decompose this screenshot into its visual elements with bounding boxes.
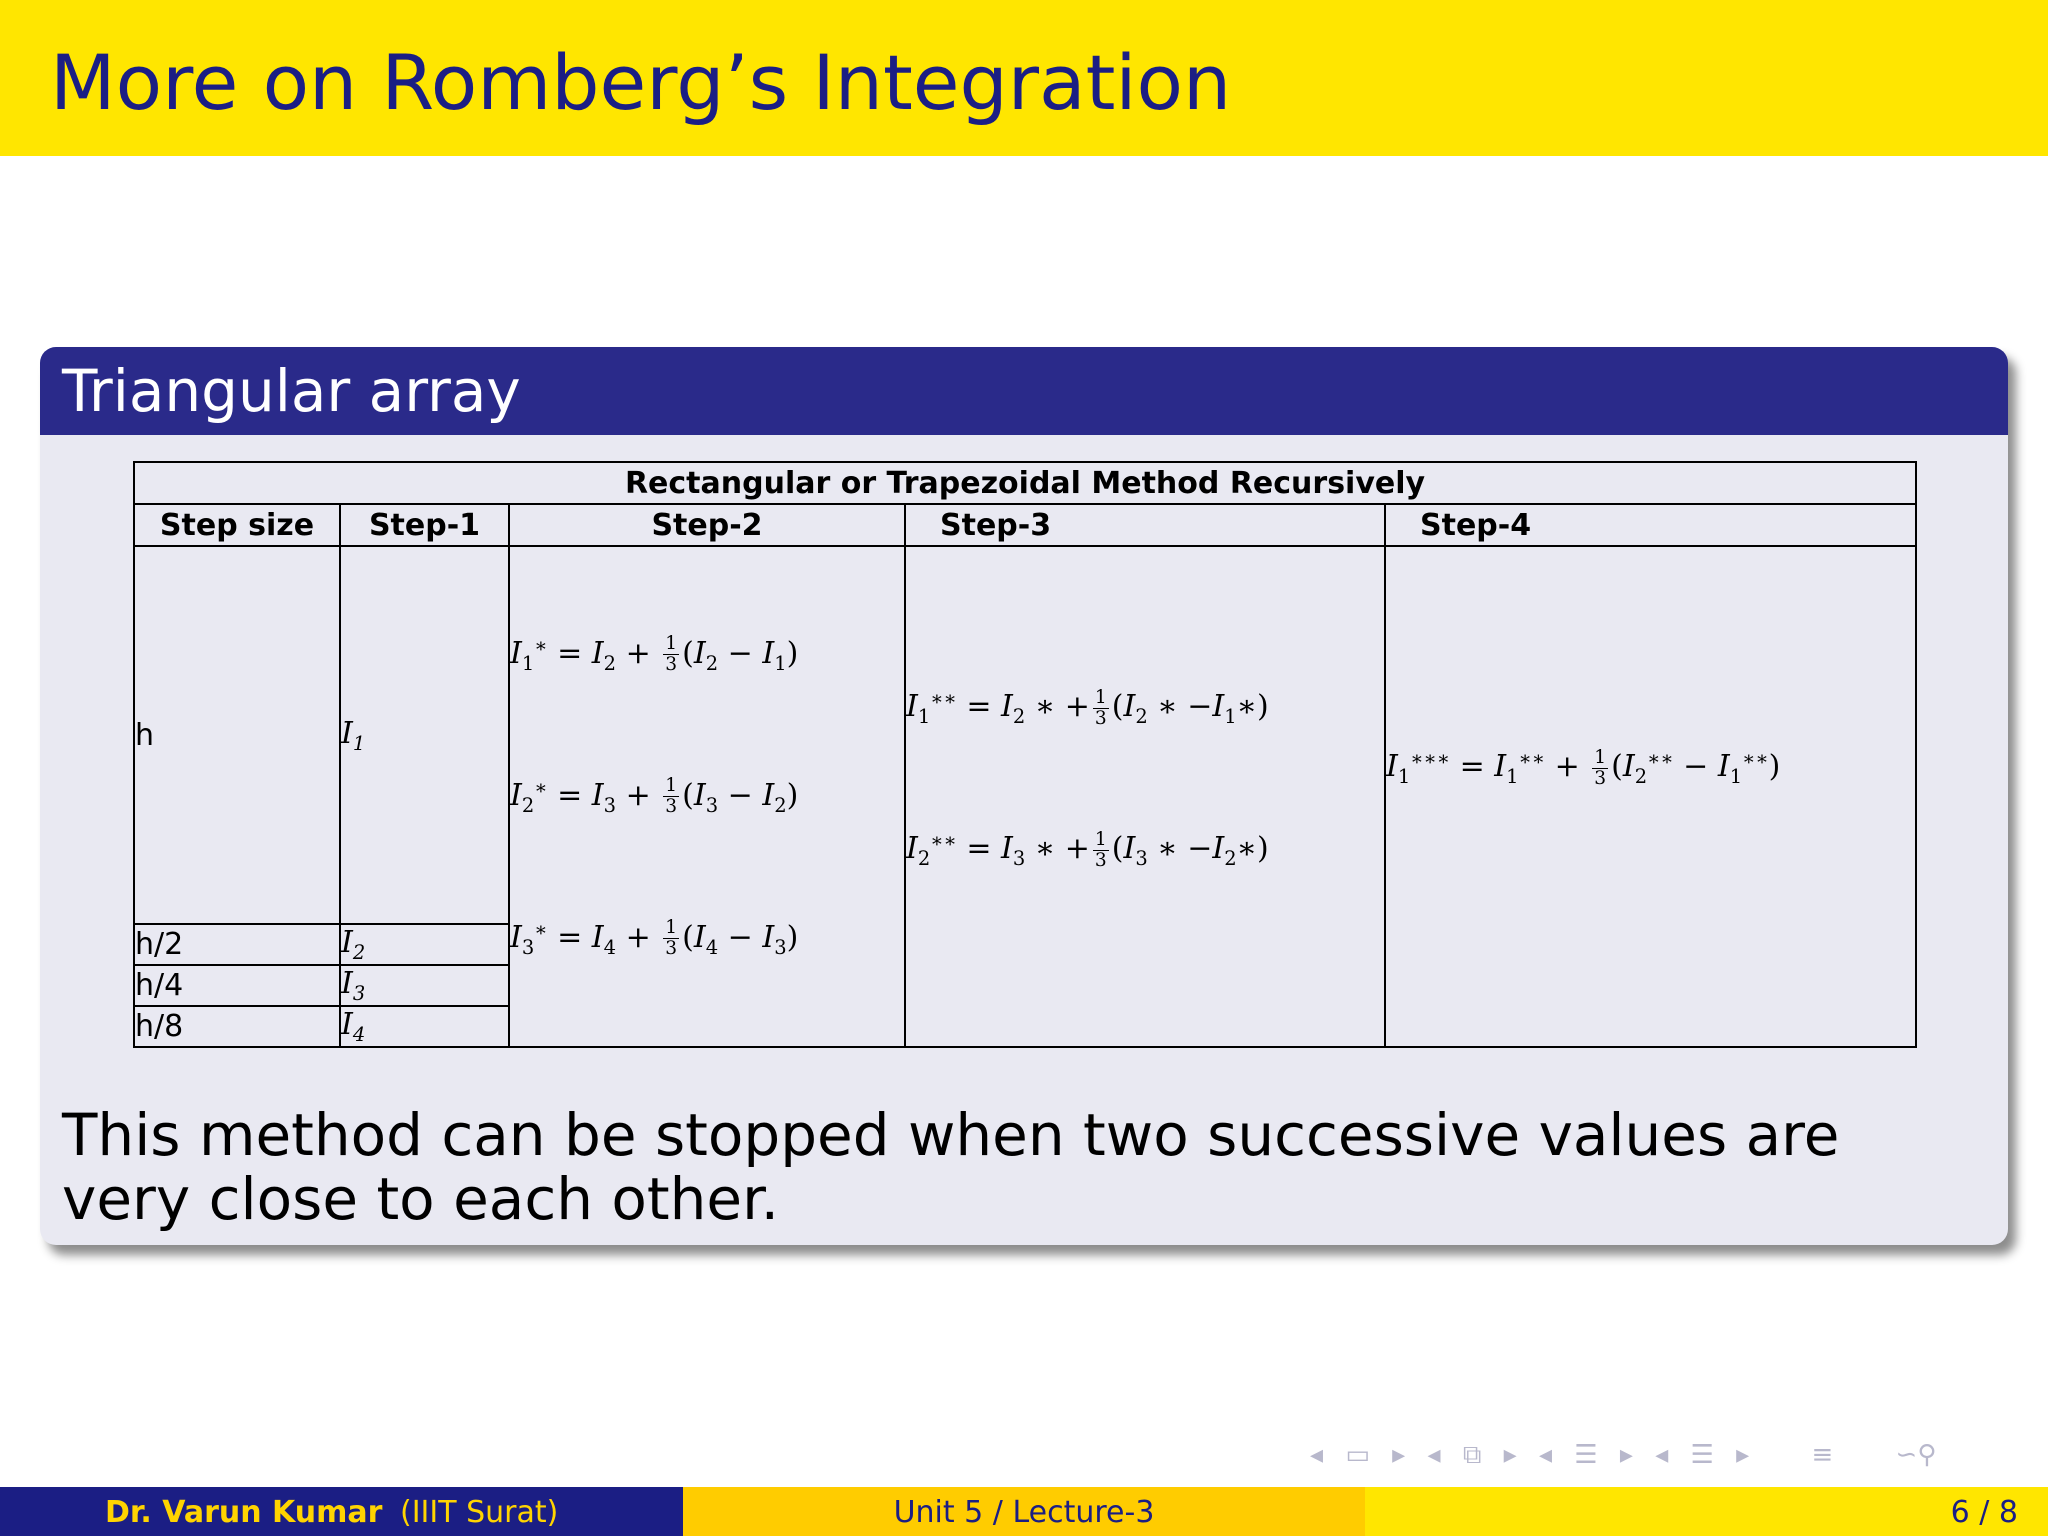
step-3-equation: $I_1^{∗∗} = I_2$ ∗ + $\frac{1}{3}$ ($I_2$ ∗ $-I_1∗$) (906, 686, 1269, 729)
page-number: 6 / 8 (1950, 1495, 2018, 1530)
nav-left-arrow-icon[interactable]: ◂ (1427, 1440, 1441, 1470)
step-1-cell: $I_4$ (340, 1006, 509, 1047)
frame-icon[interactable]: ▭ (1345, 1440, 1370, 1470)
header-step-size: Step size (134, 504, 340, 546)
header-step-1: Step-1 (340, 504, 509, 546)
block-title: Triangular array (62, 357, 521, 425)
title-bar (0, 0, 2048, 156)
footer-institute: (IIIT Surat) (400, 1495, 559, 1530)
footer-page-section (1365, 1487, 2048, 1536)
slide-title: More on Romberg’s Integration (50, 38, 1232, 127)
table-header-row (134, 504, 1916, 546)
step-size-cell: h/2 (134, 924, 340, 965)
block-header (40, 347, 2008, 435)
nav-right-arrow-icon[interactable]: ▸ (1392, 1440, 1406, 1470)
nav-right-arrow-icon[interactable]: ▸ (1736, 1440, 1750, 1470)
step-2-equation: $I_2^∗ = I_3$ + $\frac{1}{3}$ $(I_3 - I_2)$ (510, 775, 799, 817)
list-icon[interactable]: ≡ (1811, 1440, 1834, 1470)
romberg-table (133, 461, 1917, 1048)
table-row (134, 546, 1916, 924)
footer-author-section (0, 1487, 683, 1536)
step-1-cell: $I_3$ (340, 965, 509, 1006)
header-step-2: Step-2 (509, 504, 905, 546)
header-step-4: Step-4 (1385, 504, 1916, 546)
step-1-value: $I_1$ (341, 715, 366, 755)
nav-right-arrow-icon[interactable]: ▸ (1503, 1440, 1517, 1470)
beamer-navigation (1310, 1440, 2030, 1476)
step-2-equation: $I_3^∗ = I_4$ + $\frac{1}{3}$ $(I_4 - I_3)$ (510, 917, 799, 959)
step-3-equation: $I_2^{∗∗} = I_3$ ∗ + $\frac{1}{3}$ ($I_3$ ∗ $-I_2∗$) (906, 828, 1269, 871)
step-2-equation: $I_1^∗ = I_2$ + $\frac{1}{3}$ $(I_2 - I_1)$ (510, 633, 799, 675)
search-icon[interactable]: ∽⚲ (1895, 1440, 1937, 1470)
step-3-cell (905, 546, 1385, 1047)
step-4-cell (1385, 546, 1916, 1047)
step-2-cell (509, 546, 905, 1047)
step-size-cell: h/4 (134, 965, 340, 1006)
footer (0, 1487, 2048, 1536)
body-text: This method can be stopped when two successive values are very close to each other. (62, 1101, 1840, 1233)
triangular-array-block (40, 347, 2008, 1245)
nav-right-arrow-icon[interactable]: ▸ (1619, 1440, 1633, 1470)
step-size-cell: h/8 (134, 1006, 340, 1047)
nav-left-arrow-icon[interactable]: ◂ (1655, 1440, 1669, 1470)
nav-left-arrow-icon[interactable]: ◂ (1310, 1440, 1324, 1470)
step-1-cell: $I_2$ (340, 924, 509, 965)
footer-lecture: Unit 5 / Lecture-3 (893, 1495, 1155, 1530)
nav-left-arrow-icon[interactable]: ◂ (1539, 1440, 1553, 1470)
header-step-3: Step-3 (905, 504, 1385, 546)
table-caption: Rectangular or Trapezoidal Method Recursively (134, 462, 1916, 504)
footer-lecture-section (683, 1487, 1365, 1536)
section-icon[interactable]: ☰ (1690, 1440, 1714, 1470)
step-1-cell (340, 546, 509, 924)
step-4-equation: $I_1^{∗∗∗} = I_1^{∗∗}$ + $\frac{1}{3}$ $(I_2^{∗∗} - I_1^{∗∗})$ (1386, 746, 1781, 789)
subsection-icon[interactable]: ⧉ (1462, 1440, 1482, 1470)
footer-author: Dr. Varun Kumar (105, 1495, 383, 1530)
step-size-cell: h (134, 546, 340, 924)
section-icon[interactable]: ☰ (1574, 1440, 1598, 1470)
table-caption-row (134, 462, 1916, 504)
